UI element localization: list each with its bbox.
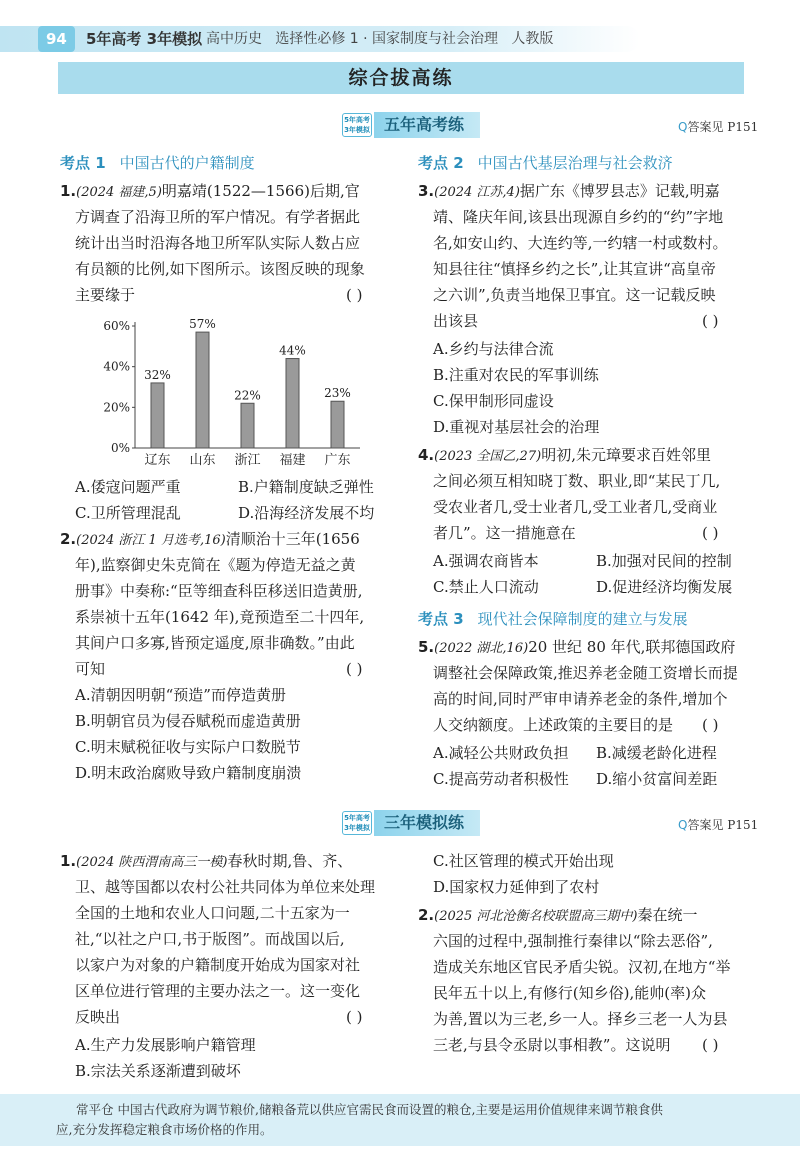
answer-ref-text: 答案见 P151 xyxy=(687,818,759,832)
question-number: 5. xyxy=(418,638,435,656)
answer-blank[interactable]: ( ) xyxy=(702,312,719,330)
section-label: 五年高考练 xyxy=(374,112,480,138)
question-source: (2024 浙江 1 月选考,16) xyxy=(76,533,226,548)
option-b[interactable]: B.加强对民间的控制 xyxy=(596,552,732,570)
question-3-line: 靖、隆庆年间,该县出现源自乡约的“约”字地 xyxy=(433,208,724,226)
option-d[interactable]: D.促进经济均衡发展 xyxy=(596,578,733,596)
data-label: 57% xyxy=(189,317,216,332)
x-tick-label: 福建 xyxy=(279,453,306,468)
mock-question-2-line: 六国的过程中,强制推行秦律以“除去恶俗”, xyxy=(433,932,713,950)
question-number: 2. xyxy=(60,530,77,548)
question-4-line: 者几”。这一措施意在 xyxy=(433,524,576,542)
option-b[interactable]: B.明朝官员为侵吞赋税而虚造黄册 xyxy=(75,712,301,730)
bar xyxy=(286,359,299,448)
option-c[interactable]: C.社区管理的模式开始出现 xyxy=(433,852,614,870)
section-badge: 5年高考 3年模拟 xyxy=(342,811,372,835)
question-4-line: 之间必须互相知晓丁数、职业,即“某民丁几, xyxy=(433,472,721,490)
y-tick-label: 20% xyxy=(103,400,130,415)
question-number: 2. xyxy=(418,906,435,924)
topic-heading-2 xyxy=(418,152,673,173)
option-d[interactable]: D.缩小贫富间差距 xyxy=(596,770,718,788)
book-subtitle: 高中历史 选择性必修 1 · 国家制度与社会治理 人教版 xyxy=(206,31,554,47)
question-2-line: 其间户口多寡,皆预定遥度,原非确数。”由此 xyxy=(75,634,355,652)
question-3-line: 名,如安山约、大连约等,一约辖一村或数村。 xyxy=(433,234,728,252)
mock-question-1-line: 卫、越等国都以农村公社共同体为单位来处理 xyxy=(75,878,376,896)
book-brand: 5年高考 3年模拟 xyxy=(86,30,203,48)
option-a[interactable]: A.强调农商皆本 xyxy=(433,552,539,570)
question-1-line: 有员额的比例,如下图所示。该图反映的现象 xyxy=(75,260,365,278)
topic-number: 考点 3 xyxy=(418,610,464,628)
question-text: 明初,朱元璋要求百姓邻里 xyxy=(541,446,711,464)
question-text: 清顺治十三年(1656 xyxy=(225,530,360,548)
y-tick-label: 0% xyxy=(110,441,130,455)
data-label: 32% xyxy=(144,367,171,382)
x-tick-label: 广东 xyxy=(324,453,351,468)
option-a[interactable]: A.减轻公共财政负担 xyxy=(433,744,569,762)
answer-blank[interactable]: ( ) xyxy=(702,1036,719,1054)
question-source: (2022 湖北,16) xyxy=(434,641,529,656)
question-number: 4. xyxy=(418,446,435,464)
topic-heading-3 xyxy=(418,608,688,629)
question-2-line: 系崇祯十五年(1642 年),竟预造至二十四年, xyxy=(75,608,365,626)
question-text: 据广东《博罗县志》记载,明嘉 xyxy=(519,182,720,200)
data-label: 22% xyxy=(234,388,261,403)
question-3-line: 出该县 xyxy=(433,312,479,330)
question-3-line-1 xyxy=(418,178,720,206)
option-a[interactable]: A.清朝因明朝“预造”而停造黄册 xyxy=(75,686,286,704)
mock-question-1-line-1 xyxy=(60,848,352,876)
answer-blank[interactable]: ( ) xyxy=(346,660,363,678)
question-1-line: 统计出当时沿海各地卫所军队实际人数占应 xyxy=(75,234,361,252)
option-a[interactable]: A.倭寇问题严重 xyxy=(75,478,181,496)
topic-heading-1 xyxy=(60,152,255,173)
topic-title: 中国古代基层治理与社会救济 xyxy=(477,154,673,172)
data-label: 23% xyxy=(324,386,351,401)
mock-question-1-line: 以家户为对象的户籍制度开始成为国家对社 xyxy=(75,956,361,974)
question-2-line-1 xyxy=(60,526,360,554)
question-number: 1. xyxy=(60,182,77,200)
option-c[interactable]: C.明末赋税征收与实际户口数脱节 xyxy=(75,738,301,756)
x-tick-label: 山东 xyxy=(189,453,216,468)
answer-reference xyxy=(678,118,758,135)
option-b[interactable]: B.注重对农民的军事训练 xyxy=(433,366,599,384)
option-a[interactable]: A.乡约与法律合流 xyxy=(433,340,554,358)
y-tick-label: 60% xyxy=(103,319,130,333)
bar xyxy=(196,332,209,448)
mock-question-1-line: 区单位进行管理的主要办法之一。这一变化 xyxy=(75,982,361,1000)
question-source: (2024 江苏,4) xyxy=(434,185,520,200)
section-header-five-year xyxy=(342,112,522,138)
question-text: 春秋时期,鲁、齐、 xyxy=(227,852,353,870)
topic-number: 考点 2 xyxy=(418,154,464,172)
option-d[interactable]: D.明末政治腐败导致户籍制度崩溃 xyxy=(75,764,302,782)
page-title-bar xyxy=(58,62,744,94)
question-4-line: 受农业者几,受士业者几,受工业者几,受商业 xyxy=(433,498,718,516)
option-c[interactable]: C.卫所管理混乱 xyxy=(75,504,181,522)
search-icon: Q xyxy=(678,120,688,134)
mock-question-2-line: 为善,置以为三老,乡一人。择乡三老一人为县 xyxy=(433,1010,728,1028)
y-tick-label: 40% xyxy=(103,359,130,374)
question-text: 秦在统一 xyxy=(637,906,698,924)
section-label: 三年模拟练 xyxy=(374,810,480,836)
option-c[interactable]: C.保甲制形同虚设 xyxy=(433,392,554,410)
bar xyxy=(151,383,164,448)
answer-blank[interactable]: ( ) xyxy=(702,716,719,734)
bar xyxy=(331,401,344,448)
footer-line: 常平仓 中国古代政府为调节粮价,储粮备荒以供应官需民食而设置的粮仓,主要是运用价值规律来调节粮食供 xyxy=(76,1102,663,1117)
data-label: 44% xyxy=(279,343,306,358)
option-b[interactable]: B.户籍制度缺乏弹性 xyxy=(238,478,374,496)
page-number: 94 xyxy=(38,26,75,52)
page-header xyxy=(0,22,800,56)
search-icon: Q xyxy=(678,818,688,832)
option-d[interactable]: D.重视对基层社会的治理 xyxy=(433,418,600,436)
section-badge: 5年高考 3年模拟 xyxy=(342,113,372,137)
question-source: (2023 全国乙,27) xyxy=(434,449,542,464)
question-2-line: 可知 xyxy=(75,660,106,678)
option-d[interactable]: D.沿海经济发展不均 xyxy=(238,504,375,522)
question-source: (2025 河北沧衡名校联盟高三期中) xyxy=(434,909,638,924)
mock-question-1-line: 反映出 xyxy=(75,1008,121,1026)
option-c[interactable]: C.提高劳动者积极性 xyxy=(433,770,569,788)
footer-note xyxy=(0,1094,800,1146)
mock-question-2-line-1 xyxy=(418,902,698,930)
bar-chart xyxy=(90,312,380,472)
answer-reference xyxy=(678,816,758,833)
mock-question-1-line: 全国的土地和农业人口问题,二十五家为一 xyxy=(75,904,350,922)
question-source: (2024 福建,5) xyxy=(76,185,162,200)
topic-title: 现代社会保障制度的建立与发展 xyxy=(477,610,688,628)
option-a[interactable]: A.生产力发展影响户籍管理 xyxy=(75,1036,256,1054)
question-2-line: 册事》中奏称:“臣等细查科臣移送旧造黄册, xyxy=(75,582,363,600)
mock-question-1-line: 社,“以社之户口,书于版图”。而战国以后, xyxy=(75,930,345,948)
question-1-line-1 xyxy=(60,178,360,206)
x-tick-label: 辽东 xyxy=(144,453,171,468)
mock-question-2-line: 民年五十以上,有修行(知乡俗),能帅(率)众 xyxy=(433,984,706,1002)
footer-line: 应,充分发挥稳定粮食市场价格的作用。 xyxy=(56,1122,273,1137)
question-3-line: 之六训”,负责当地保卫事宜。这一记载反映 xyxy=(433,286,716,304)
page-title: 综合拔高练 xyxy=(348,67,454,89)
option-b[interactable]: B.减缓老龄化进程 xyxy=(596,744,717,762)
bar xyxy=(241,403,254,448)
topic-number: 考点 1 xyxy=(60,154,106,172)
option-b[interactable]: B.宗法关系逐渐遭到破坏 xyxy=(75,1062,241,1080)
question-1-line: 主要缘于 xyxy=(75,286,136,304)
answer-ref-text: 答案见 P151 xyxy=(687,120,759,134)
answer-blank[interactable]: ( ) xyxy=(702,524,719,542)
answer-blank[interactable]: ( ) xyxy=(346,1008,363,1026)
question-1-line: 方调查了沿海卫所的军户情况。有学者据此 xyxy=(75,208,361,226)
question-text: 明嘉靖(1522—1566)后期,官 xyxy=(161,182,360,200)
question-number: 3. xyxy=(418,182,435,200)
question-3-line: 知县往往“慎择乡约之长”,让其宣讲“高皇帝 xyxy=(433,260,716,278)
mock-question-2-line: 三老,与县令丞尉以事相教”。这说明 xyxy=(433,1036,671,1054)
mock-question-2-line: 造成关东地区官民矛盾尖锐。汉初,在地方“举 xyxy=(433,958,731,976)
question-5-line-1 xyxy=(418,634,735,662)
question-text: 20 世纪 80 年代,联邦德国政府 xyxy=(528,638,736,656)
topic-title: 中国古代的户籍制度 xyxy=(119,154,255,172)
section-header-three-year xyxy=(342,810,522,836)
x-tick-label: 浙江 xyxy=(234,453,261,468)
option-d[interactable]: D.国家权力延伸到了农村 xyxy=(433,878,600,896)
question-source: (2024 陕西渭南高三一模) xyxy=(76,855,228,870)
answer-blank[interactable]: ( ) xyxy=(346,286,363,304)
option-c[interactable]: C.禁止人口流动 xyxy=(433,578,539,596)
question-4-line-1 xyxy=(418,442,711,470)
question-5-line: 调整社会保障政策,推迟养老金随工资增长而提 xyxy=(433,664,738,682)
question-5-line: 人交纳额度。上述政策的主要目的是 xyxy=(433,716,674,734)
question-5-line: 高的时间,同时严审申请养老金的条件,增加个 xyxy=(433,690,728,708)
question-number: 1. xyxy=(60,852,77,870)
question-2-line: 年),监察御史朱克简在《题为停造无益之黄 xyxy=(75,556,356,574)
